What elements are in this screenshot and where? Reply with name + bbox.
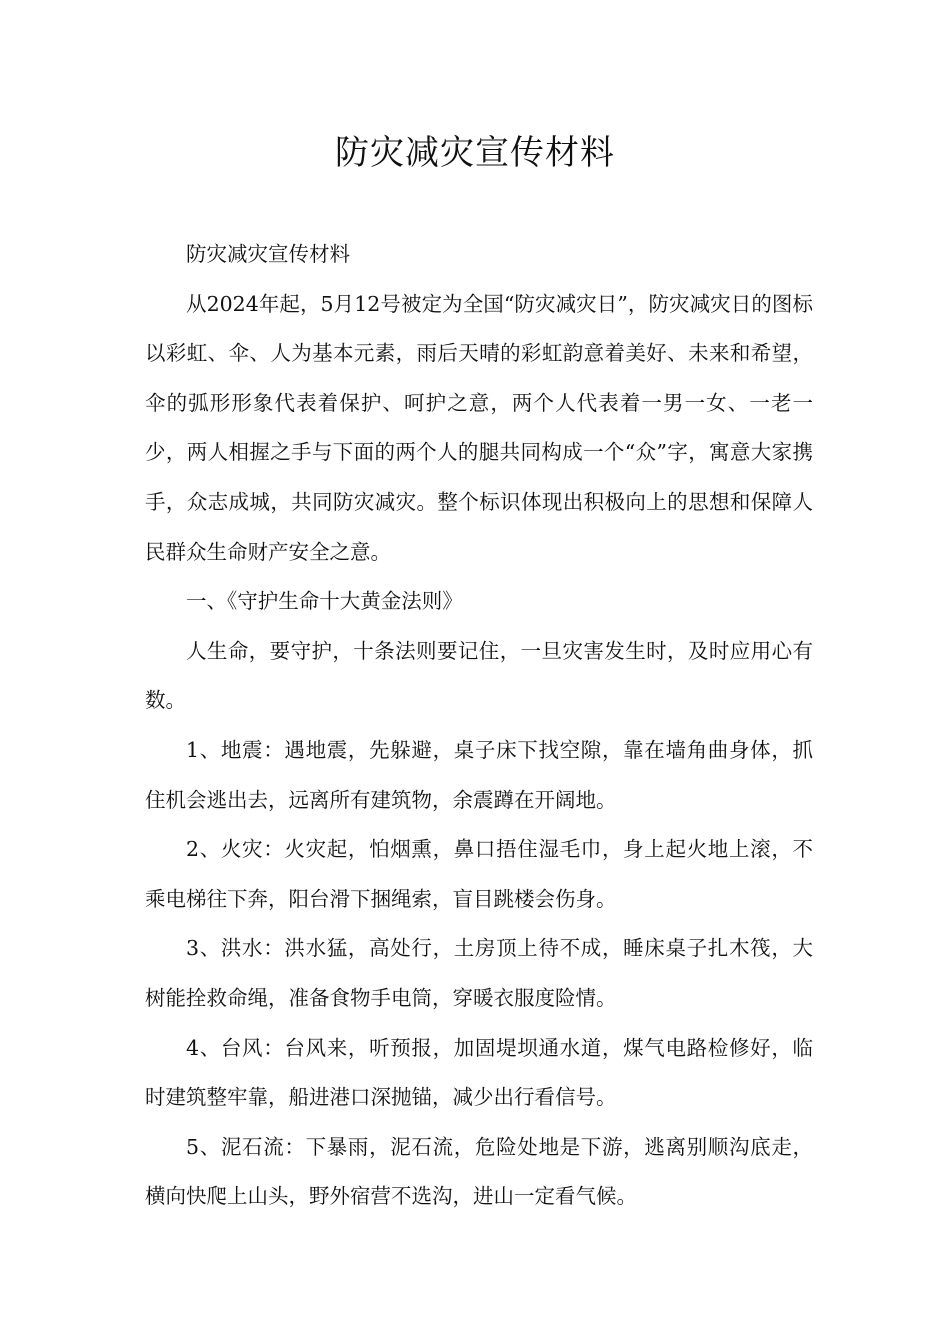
- document-title: 防灾减灾宣传材料: [335, 133, 615, 173]
- paragraph-rule-mudslide: 5、泥石流：下暴雨，泥石流，危险处地是下游，逃离别顺沟底走，横向快爬上山头，野外宿营不选沟，进山一定看气候。: [145, 1134, 813, 1209]
- paragraph-subtitle: 防灾减灾宣传材料: [186, 242, 350, 266]
- paragraph-rule-flood: 3、洪水：洪水猛，高处行，土房顶上待不成，睡床桌子扎木筏，大树能拴救命绳，准备食物手电筒，穿暖衣服度险情。: [145, 936, 813, 1010]
- document-body: [145, 230, 813, 1222]
- paragraph-intro: 从2024年起，5月12号被定为全国“防灾减灾日”，防灾减灾日的图标以彩虹、伞、人为基本元素，雨后天晴的彩虹韵意着美好、未来和希望，伞的弧形形象代表着保护、呵护之意，两个人代表着一男一女、一老一少，两人相握之手与下面的两个人的腿共同构成一个“众”字，寓意大家携手，众志成城，共同防灾减灾。整个标识体现出积极向上的思想和保障人民群众生命财产安全之意。: [145, 291, 813, 564]
- paragraph-rule-earthquake: 1、地震：遇地震，先躲避，桌子床下找空隙，靠在墙角曲身体，抓住机会逃出去，远离所有建筑物，余震蹲在开阔地。: [145, 737, 813, 812]
- paragraph-rule-fire: 2、火灾：火灾起，怕烟熏，鼻口捂住湿毛巾，身上起火地上滚，不乘电梯往下奔，阳台滑下捆绳索，盲目跳楼会伤身。: [145, 837, 813, 911]
- paragraph-rules-intro: 人生命，要守护，十条法则要记住，一旦灾害发生时，及时应用心有数。: [145, 638, 813, 713]
- section-heading: 一、《守护生命十大黄金法则》: [186, 589, 463, 614]
- paragraph-rule-typhoon: 4、台风：台风来，听预报，加固堤坝通水道，煤气电路检修好，临时建筑整牢靠，船进港口深抛锚，减少出行看信号。: [145, 1035, 813, 1110]
